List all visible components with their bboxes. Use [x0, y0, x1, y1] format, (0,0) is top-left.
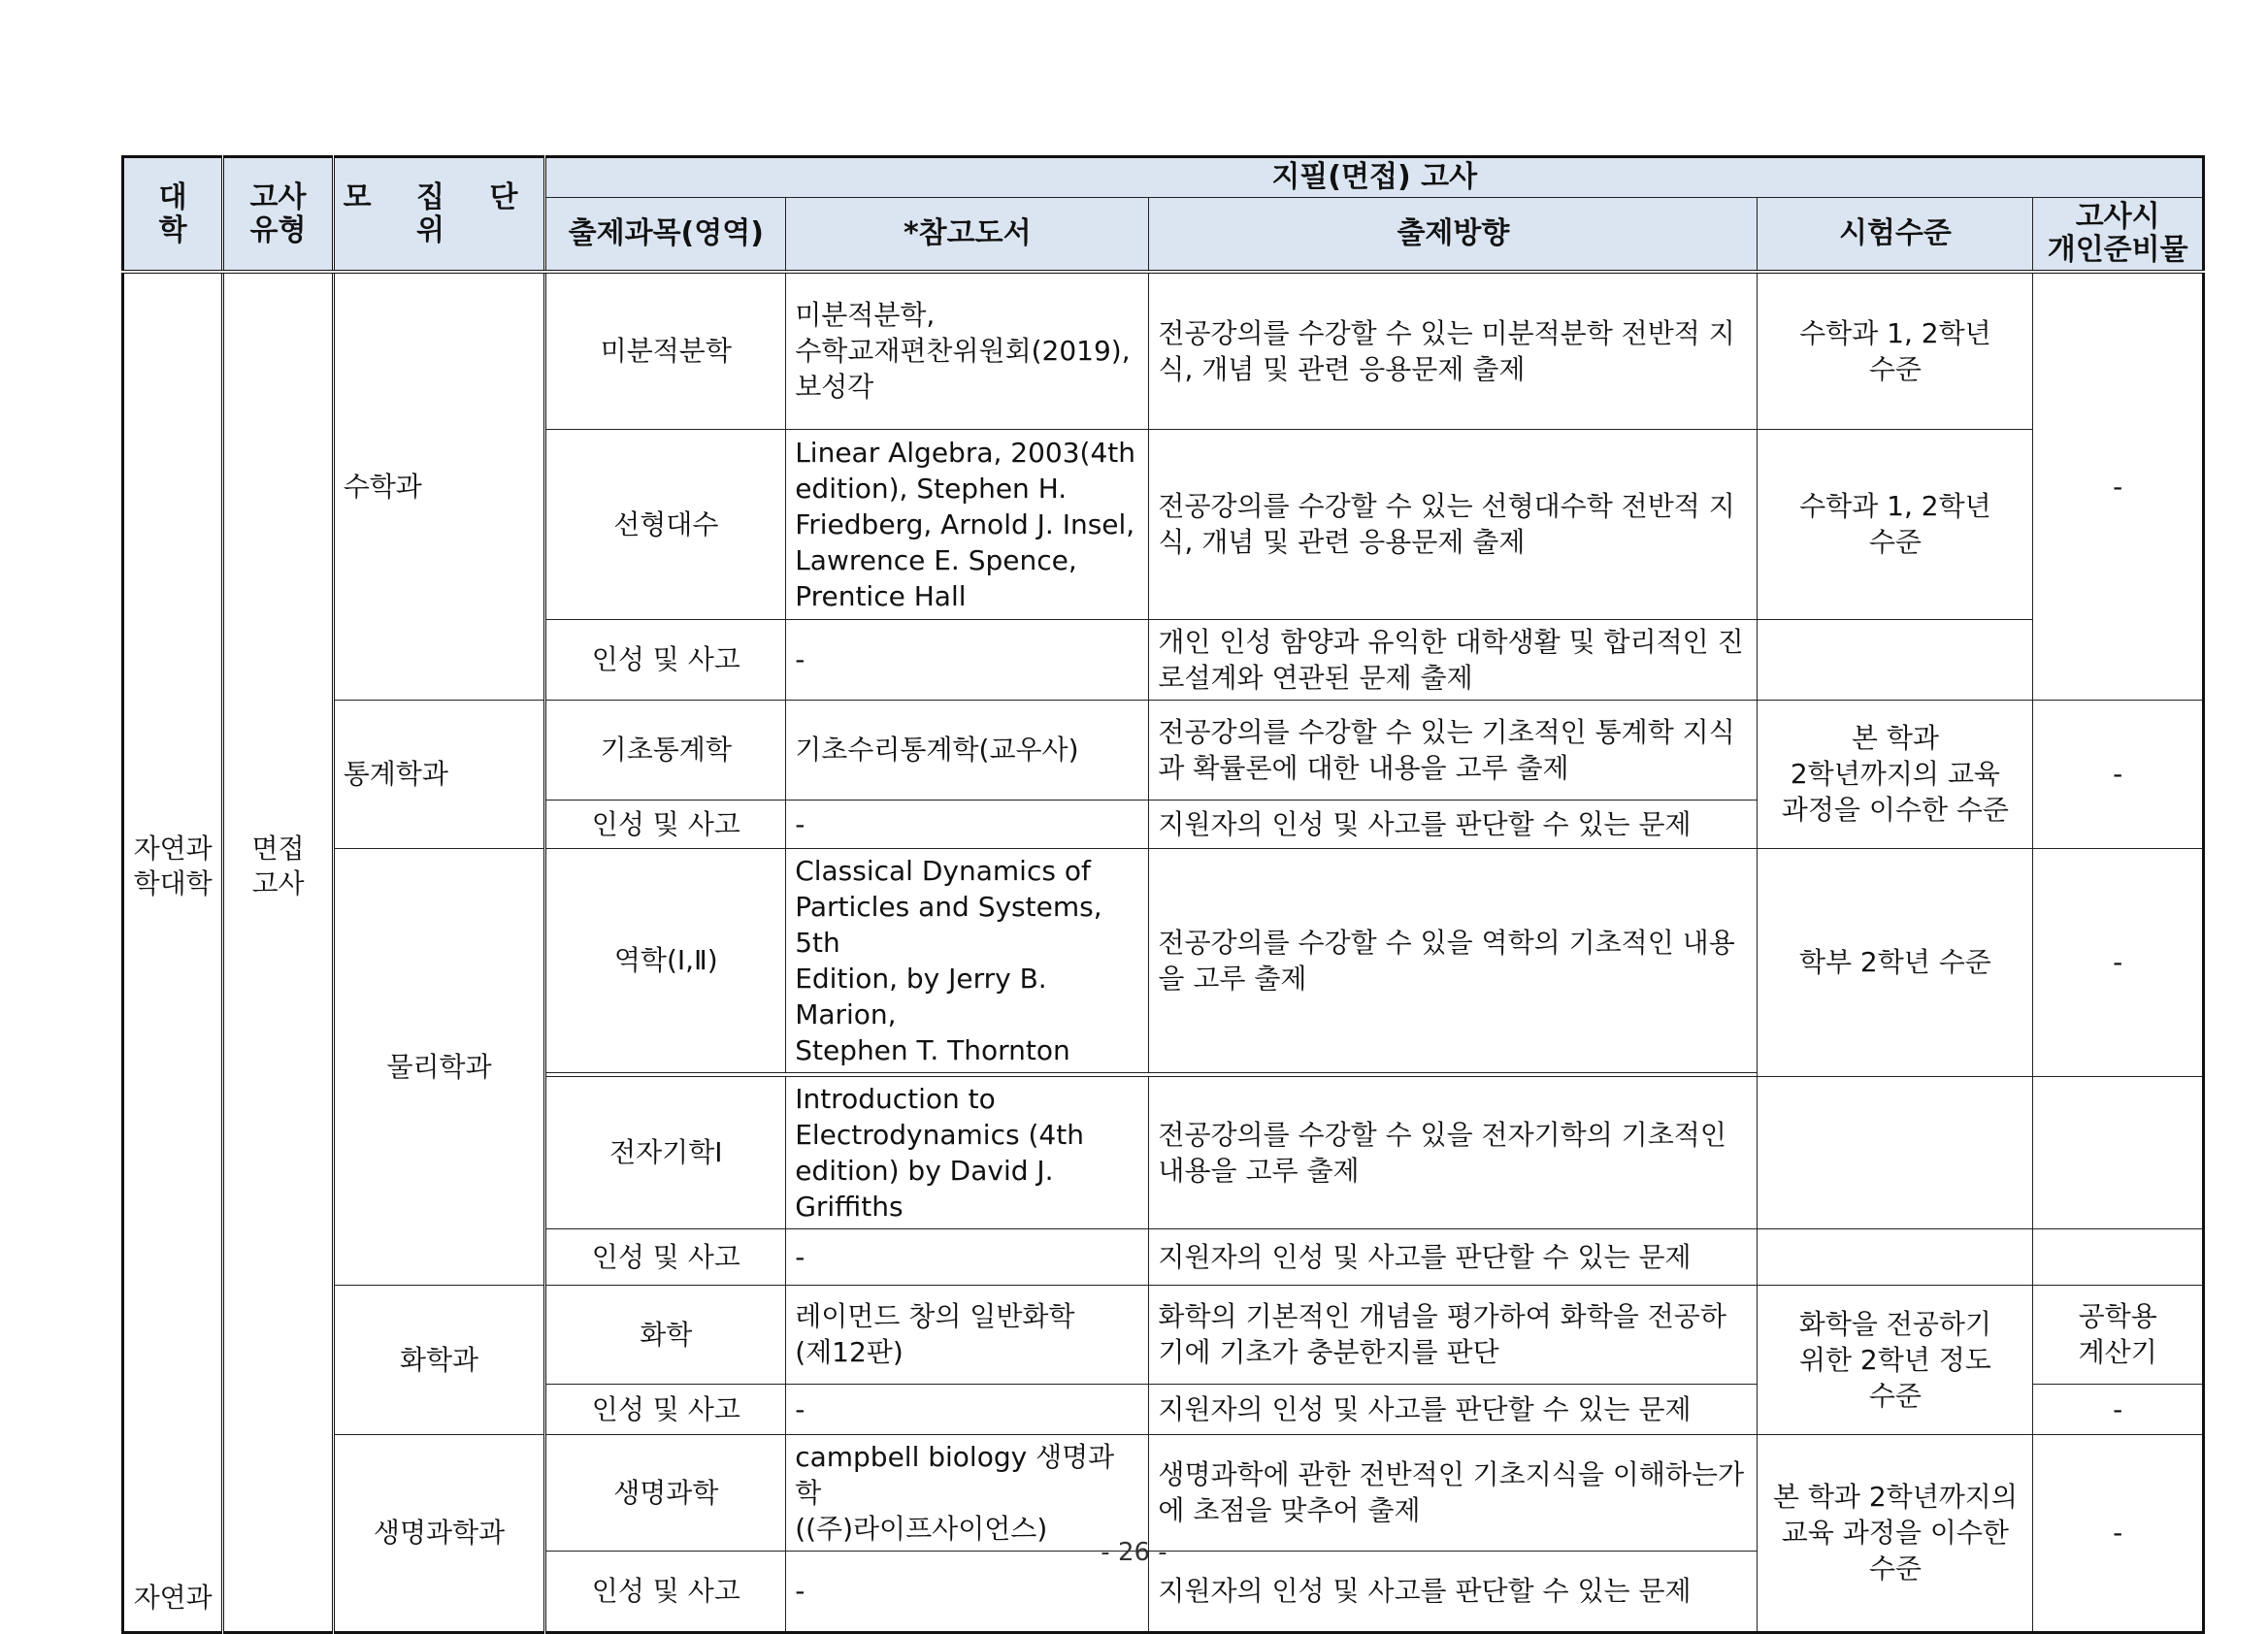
exam-type-cell	[223, 272, 333, 1632]
level-math-personality	[1758, 619, 2033, 700]
direction-math-personality: 개인 인성 함양과 유익한 대학생활 및 합리적인 진로설계와 연관된 문제 출제	[1149, 619, 1758, 700]
reference-electro: Introduction to Electrodynamics (4th edition) by David J. Griffiths	[786, 1076, 1149, 1228]
reference-linalg: Linear Algebra, 2003(4th edition), Stephen H. Friedberg, Arnold J. Insel, Lawrence E. Spence, Prentice Hall	[786, 429, 1149, 619]
reference-calc: 미분적분학, 수학교재편찬위원회(2019), 보성각	[786, 272, 1149, 429]
prep-chem: 공학용 계산기	[2033, 1285, 2204, 1384]
reference-math-personality: -	[786, 619, 1149, 700]
header-group-title: 지필(면접) 고사	[545, 157, 2204, 198]
univ-label-continued: 자연과	[133, 1581, 213, 1614]
direction-mechanics: 전공강의를 수강할 수 있을 역학의 기초적인 내용을 고루 출제	[1149, 848, 1758, 1072]
dept-physics: 물리학과	[333, 848, 545, 1285]
header-subject: 출제과목(영역)	[545, 198, 786, 273]
dept-stats: 통계학과	[333, 700, 545, 848]
header-level: 시험수준	[1758, 198, 2033, 273]
subject-chem: 화학	[545, 1285, 786, 1384]
subject-stats-personality: 인성 및 사고	[545, 800, 786, 848]
level-physics: 학부 2학년 수준	[1758, 848, 2033, 1076]
level-linalg: 수학과 1, 2학년 수준	[1758, 429, 2033, 619]
prep-chem-personality: -	[2033, 1384, 2204, 1434]
subject-electro: 전자기학Ⅰ	[545, 1076, 786, 1228]
level-stats: 본 학과 2학년까지의 교육 과정을 이수한 수준	[1758, 700, 2033, 848]
admissions-table	[121, 155, 2205, 1634]
univ-cell	[123, 272, 223, 1632]
prep-bio: -	[2033, 1434, 2204, 1632]
subject-bio: 생명과학	[545, 1434, 786, 1551]
subject-physics-personality: 인성 및 사고	[545, 1228, 786, 1285]
header-reference: *참고도서	[786, 198, 1149, 273]
subject-linalg: 선형대수	[545, 429, 786, 619]
reference-stats-personality: -	[786, 800, 1149, 848]
exam-type-label: 면접 고사	[251, 833, 305, 899]
reference-chem-personality: -	[786, 1384, 1149, 1434]
level-bio: 본 학과 2학년까지의 교육 과정을 이수한 수준	[1758, 1434, 2033, 1632]
dept-chemistry: 화학과	[333, 1285, 545, 1434]
subject-stats: 기초통계학	[545, 700, 786, 800]
reference-stats: 기초수리통계학(교우사)	[786, 700, 1149, 800]
prep-math: -	[2033, 272, 2204, 700]
reference-chem: 레이먼드 창의 일반화학 (제12판)	[786, 1285, 1149, 1384]
subject-mechanics: 역학(Ⅰ,Ⅱ)	[545, 848, 786, 1072]
prep-electro	[2033, 1076, 2204, 1228]
direction-calc: 전공강의를 수강할 수 있는 미분적분학 전반적 지식, 개념 및 관련 응용문제 출제	[1149, 272, 1758, 429]
direction-chem: 화학의 기본적인 개념을 평가하여 화학을 전공하기에 기초가 충분한지를 판단	[1149, 1285, 1758, 1384]
reference-bio: campbell biology 생명과학 ((주)라이프사이언스)	[786, 1434, 1149, 1551]
direction-stats: 전공강의를 수강할 수 있는 기초적인 통계학 지식과 확률론에 대한 내용을 고루 출제	[1149, 700, 1758, 800]
subject-chem-personality: 인성 및 사고	[545, 1384, 786, 1434]
dept-math: 수학과	[333, 272, 545, 700]
prep-stats: -	[2033, 700, 2204, 848]
subject-calc: 미분적분학	[545, 272, 786, 429]
header-univ: 대 학	[123, 157, 223, 273]
subject-bio-personality: 인성 및 사고	[545, 1551, 786, 1632]
direction-stats-personality: 지원자의 인성 및 사고를 판단할 수 있는 문제	[1149, 800, 1758, 848]
direction-bio: 생명과학에 관한 전반적인 기초지식을 이해하는가에 초점을 맞추어 출제	[1149, 1434, 1758, 1551]
header-direction: 출제방향	[1149, 198, 1758, 273]
dept-biology: 생명과학과	[333, 1434, 545, 1632]
page-number: - 26 -	[1101, 1538, 1167, 1567]
level-chem: 화학을 전공하기 위한 2학년 정도 수준	[1758, 1285, 2033, 1434]
reference-physics-personality: -	[786, 1228, 1149, 1285]
level-calc: 수학과 1, 2학년 수준	[1758, 272, 2033, 429]
direction-linalg: 전공강의를 수강할 수 있는 선형대수학 전반적 지식, 개념 및 관련 응용문제 출제	[1149, 429, 1758, 619]
header-exam-type: 고사 유형	[223, 157, 333, 273]
univ-label: 자연과 학대학	[133, 833, 213, 899]
reference-mechanics: Classical Dynamics of Particles and Systems, 5th Edition, by Jerry B. Marion, Stephen T. Thornton	[786, 848, 1149, 1072]
reference-bio-personality: -	[786, 1551, 1149, 1632]
prep-physics: -	[2033, 848, 2204, 1076]
direction-chem-personality: 지원자의 인성 및 사고를 판단할 수 있는 문제	[1149, 1384, 1758, 1434]
direction-electro: 전공강의를 수강할 수 있을 전자기학의 기초적인 내용을 고루 출제	[1149, 1076, 1758, 1228]
prep-physics-personality	[2033, 1228, 2204, 1285]
header-prep: 고사시 개인준비물	[2033, 198, 2204, 273]
level-electro	[1758, 1076, 2033, 1228]
direction-physics-personality: 지원자의 인성 및 사고를 판단할 수 있는 문제	[1149, 1228, 1758, 1285]
direction-bio-personality: 지원자의 인성 및 사고를 판단할 수 있는 문제	[1149, 1551, 1758, 1632]
subject-math-personality: 인성 및 사고	[545, 619, 786, 700]
header-recruit-unit: 모 집 단 위	[333, 157, 545, 273]
level-physics-personality	[1758, 1228, 2033, 1285]
